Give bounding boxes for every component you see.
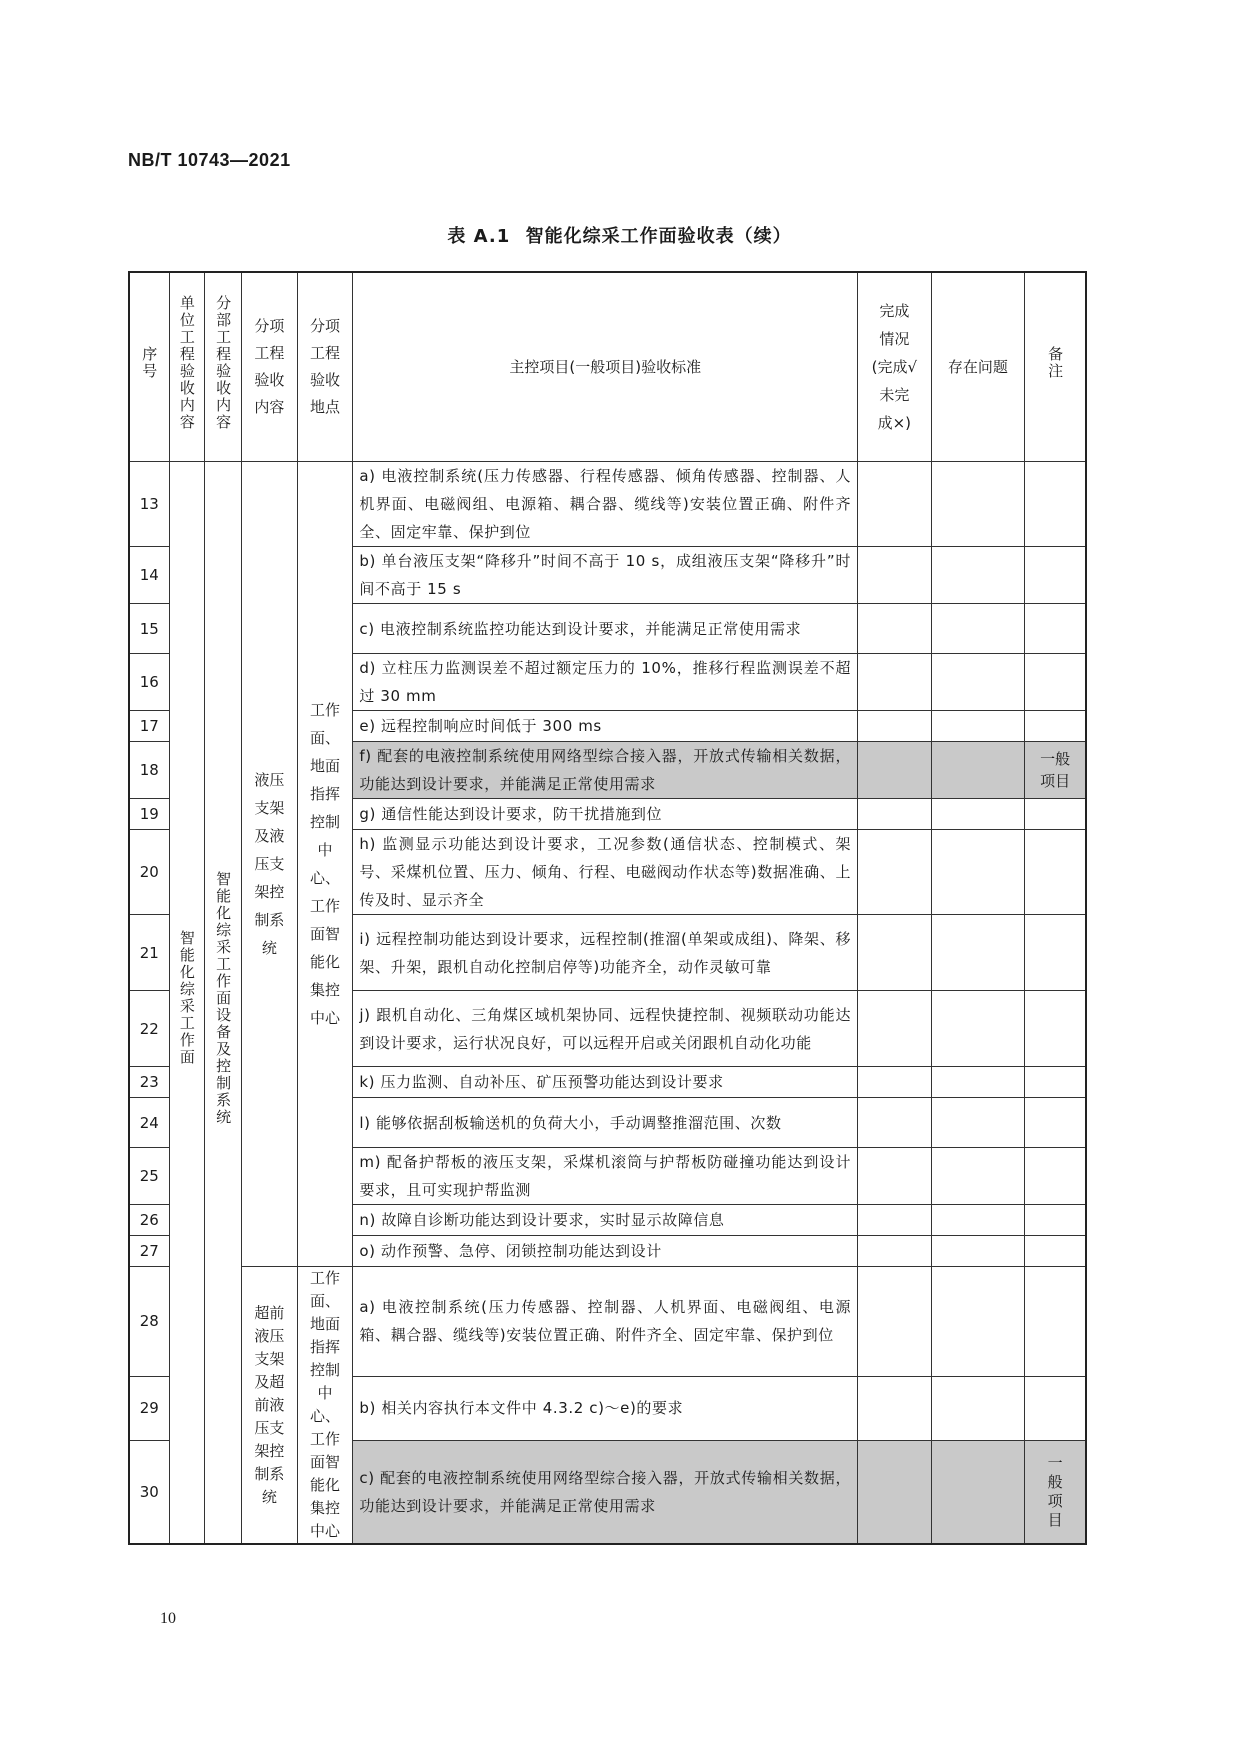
division-content: 智能化综采工作面设备及控制系统: [205, 462, 242, 1545]
problems-cell: [931, 604, 1025, 654]
criteria-cell: c) 配套的电液控制系统使用网络型综合接入器，开放式传输相关数据，功能达到设计要求，并能满足正常使用需求: [353, 1440, 858, 1544]
row-number: 17: [129, 711, 169, 742]
acceptance-table: [128, 271, 1087, 1545]
completion-cell: [858, 1205, 932, 1236]
row-number: 20: [129, 830, 169, 915]
problems-cell: [931, 1098, 1025, 1148]
document-number: NB/T 10743—2021: [128, 150, 291, 170]
criteria-cell: a) 电液控制系统(压力传感器、控制器、人机界面、电磁阀组、电源箱、耦合器、缆线等)安装位置正确、附件齐全、固定牢靠、保护到位: [353, 1267, 858, 1377]
remark-cell: [1025, 654, 1086, 711]
remark-cell: [1025, 1376, 1086, 1440]
row-number: 14: [129, 547, 169, 604]
remark-cell: [1025, 1098, 1086, 1148]
remark-cell: [1025, 1236, 1086, 1267]
criteria-cell: m) 配备护帮板的液压支架，采煤机滚筒与护帮板防碰撞功能达到设计要求，且可实现护帮监测: [353, 1148, 858, 1205]
table-row: [129, 462, 1086, 547]
criteria-cell: c) 电液控制系统监控功能达到设计要求，并能满足正常使用需求: [353, 604, 858, 654]
header-completion: 完成 情况 (完成√ 未完 成×): [858, 272, 932, 462]
header-problems: 存在问题: [931, 272, 1025, 462]
problems-cell: [931, 1376, 1025, 1440]
problems-cell: [931, 830, 1025, 915]
remark-cell: [1025, 1067, 1086, 1098]
criteria-cell: b) 单台液压支架“降移升”时间不高于 10 s，成组液压支架“降移升”时间不高于 15 s: [353, 547, 858, 604]
completion-cell: [858, 799, 932, 830]
criteria-cell: j) 跟机自动化、三角煤区域机架协同、远程快捷控制、视频联动功能达到设计要求，运行状况良好，可以远程开启或关闭跟机自动化功能: [353, 991, 858, 1067]
criteria-cell: i) 远程控制功能达到设计要求，远程控制(推溜(单架或成组)、降架、移架、升架，跟机自动化控制启停等)功能齐全，动作灵敏可靠: [353, 915, 858, 991]
row-number: 21: [129, 915, 169, 991]
subitem-content: 液压支架及液压支架控制系统: [241, 462, 297, 1267]
table-title-label: 表 A.1: [447, 226, 511, 247]
criteria-cell: h) 监测显示功能达到设计要求，工况参数(通信状态、控制模式、架号、采煤机位置、压力、倾角、行程、电磁阀动作状态等)数据准确、上传及时、显示齐全: [353, 830, 858, 915]
remark-cell: [1025, 915, 1086, 991]
unit-content: 智能化综采工作面: [169, 462, 205, 1545]
row-number: 27: [129, 1236, 169, 1267]
remark-cell: [1025, 1205, 1086, 1236]
remark-cell: [1025, 604, 1086, 654]
problems-cell: [931, 1440, 1025, 1544]
location-content: 工作面、地面指挥控制中心、工作面智能化集控中心: [297, 1267, 353, 1545]
completion-cell: [858, 915, 932, 991]
row-number: 23: [129, 1067, 169, 1098]
problems-cell: [931, 654, 1025, 711]
criteria-cell: o) 动作预警、急停、闭锁控制功能达到设计: [353, 1236, 858, 1267]
header-remarks: 备注: [1025, 272, 1086, 462]
completion-cell: [858, 830, 932, 915]
row-number: 29: [129, 1376, 169, 1440]
location-content: 工作面、地面指挥控制中心、工作面智能化集控中心: [297, 462, 353, 1267]
problems-cell: [931, 1205, 1025, 1236]
remark-cell: [1025, 462, 1086, 547]
completion-cell: [858, 1440, 932, 1544]
problems-cell: [931, 462, 1025, 547]
completion-cell: [858, 991, 932, 1067]
page-number: 10: [160, 1610, 176, 1627]
criteria-cell: n) 故障自诊断功能达到设计要求，实时显示故障信息: [353, 1205, 858, 1236]
completion-cell: [858, 1376, 932, 1440]
completion-cell: [858, 1267, 932, 1377]
problems-cell: [931, 547, 1025, 604]
completion-cell: [858, 547, 932, 604]
remark-cell: [1025, 1267, 1086, 1377]
row-number: 18: [129, 742, 169, 799]
row-number: 15: [129, 604, 169, 654]
problems-cell: [931, 1067, 1025, 1098]
criteria-cell: k) 压力监测、自动补压、矿压预警功能达到设计要求: [353, 1067, 858, 1098]
completion-cell: [858, 1067, 932, 1098]
problems-cell: [931, 915, 1025, 991]
problems-cell: [931, 991, 1025, 1067]
problems-cell: [931, 1236, 1025, 1267]
row-number: 30: [129, 1440, 169, 1544]
header-criteria: 主控项目(一般项目)验收标准: [353, 272, 858, 462]
criteria-cell: g) 通信性能达到设计要求，防干扰措施到位: [353, 799, 858, 830]
criteria-cell: a) 电液控制系统(压力传感器、行程传感器、倾角传感器、控制器、人机界面、电磁阀组、电源箱、耦合器、缆线等)安装位置正确、附件齐全、固定牢靠、保护到位: [353, 462, 858, 547]
header-seq: 序号: [129, 272, 169, 462]
completion-cell: [858, 742, 932, 799]
problems-cell: [931, 799, 1025, 830]
remark-cell: 一般项目: [1025, 742, 1086, 799]
table-title-text: 智能化综采工作面验收表（续）: [525, 226, 792, 247]
row-number: 19: [129, 799, 169, 830]
header-subitem: 分项工程验收内容: [241, 272, 297, 462]
completion-cell: [858, 604, 932, 654]
remark-cell: 一般项目: [1025, 1440, 1086, 1544]
completion-cell: [858, 711, 932, 742]
criteria-cell: l) 能够依据刮板输送机的负荷大小，手动调整推溜范围、次数: [353, 1098, 858, 1148]
header-row: [129, 272, 1086, 462]
completion-cell: [858, 654, 932, 711]
completion-cell: [858, 462, 932, 547]
completion-cell: [858, 1148, 932, 1205]
criteria-cell: f) 配套的电液控制系统使用网络型综合接入器，开放式传输相关数据，功能达到设计要求，并能满足正常使用需求: [353, 742, 858, 799]
row-number: 28: [129, 1267, 169, 1377]
remark-cell: [1025, 799, 1086, 830]
header-location: 分项工程验收地点: [297, 272, 353, 462]
row-number: 24: [129, 1098, 169, 1148]
table-title: [0, 222, 1239, 248]
completion-cell: [858, 1098, 932, 1148]
remark-cell: [1025, 991, 1086, 1067]
row-number: 22: [129, 991, 169, 1067]
problems-cell: [931, 1148, 1025, 1205]
remark-cell: [1025, 1148, 1086, 1205]
remark-cell: [1025, 830, 1086, 915]
remark-cell: [1025, 711, 1086, 742]
subitem-content: 超前液压支架及超前液压支架控制系统: [241, 1267, 297, 1545]
criteria-cell: d) 立柱压力监测误差不超过额定压力的 10%，推移行程监测误差不超过 30 mm: [353, 654, 858, 711]
header-division: 分部工程验收内容: [205, 272, 242, 462]
criteria-cell: e) 远程控制响应时间低于 300 ms: [353, 711, 858, 742]
completion-cell: [858, 1236, 932, 1267]
header-unit: 单位工程验收内容: [169, 272, 205, 462]
criteria-cell: b) 相关内容执行本文件中 4.3.2 c)～e)的要求: [353, 1376, 858, 1440]
problems-cell: [931, 711, 1025, 742]
table-row: [129, 1267, 1086, 1377]
row-number: 13: [129, 462, 169, 547]
remark-cell: [1025, 547, 1086, 604]
row-number: 26: [129, 1205, 169, 1236]
problems-cell: [931, 742, 1025, 799]
row-number: 25: [129, 1148, 169, 1205]
row-number: 16: [129, 654, 169, 711]
problems-cell: [931, 1267, 1025, 1377]
